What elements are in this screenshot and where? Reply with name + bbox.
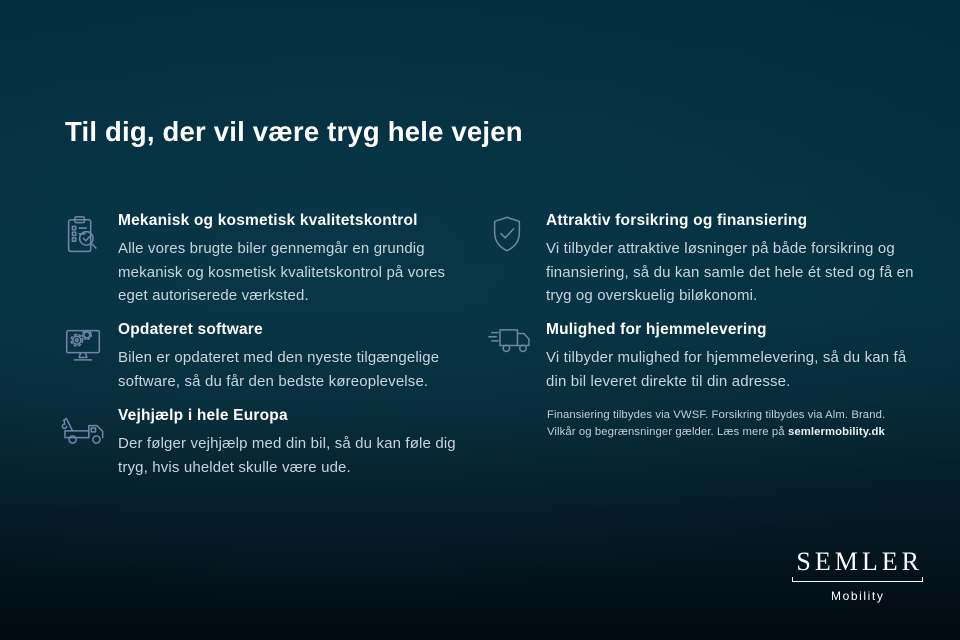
- feature-title: Opdateret software: [118, 321, 263, 338]
- feature-text: [546, 321, 922, 393]
- disclaimer-line1: Finansiering tilbydes via VWSF. Forsikring tilbydes via Alm. Brand.: [547, 409, 886, 421]
- feature-body: Der følger vejhjælp med din bil, så du kan føle dig tryg, hvis uheldet skulle være ude.: [118, 435, 456, 476]
- feature-home-delivery: [488, 321, 922, 407]
- disclaimer-line2: [547, 424, 922, 441]
- clipboard-inspection-icon: [60, 212, 118, 259]
- disclaimer-line2-text: Vilkår og begrænsninger gælder. Læs mere på: [547, 426, 788, 438]
- features-grid: [60, 212, 922, 479]
- feature-body: Alle vores brugte biler gennemgår en grundig mekanisk og kosmetisk kvalitetskontrol på vores eget autoriserede værksted.: [118, 240, 446, 304]
- feature-title: Attraktiv forsikring og finansiering: [546, 212, 808, 229]
- tow-truck-icon: [60, 407, 118, 450]
- feature-body: Vi tilbyder attraktive løsninger på både forsikring og finansiering, så du kan samle det hele ét sted og få en tryg og overskuelig biløkonomi.: [546, 240, 914, 304]
- feature-text: [118, 321, 460, 393]
- feature-title: Mulighed for hjemmelevering: [546, 321, 767, 338]
- page-title: Til dig, der vil være tryg hele vejen: [65, 116, 523, 147]
- feature-body: Bilen er opdateret med den nyeste tilgængelige software, så du får den bedste køreoplevelse.: [118, 349, 440, 390]
- monitor-gears-icon: [60, 321, 118, 368]
- feature-title: Vejhjælp i hele Europa: [118, 407, 288, 424]
- feature-updated-software: [60, 321, 488, 407]
- feature-roadside-assistance: [60, 407, 488, 479]
- shield-check-icon: [488, 212, 546, 255]
- delivery-truck-icon: [488, 321, 546, 358]
- feature-title: Mekanisk og kosmetisk kvalitetskontrol: [118, 212, 418, 229]
- logo-underline: [792, 577, 923, 582]
- feature-text: [546, 212, 922, 308]
- semler-mobility-logo: [792, 549, 923, 603]
- feature-body: Vi tilbyder mulighed for hjemmelevering, så du kan få din bil leveret direkte til din adresse.: [546, 349, 907, 390]
- feature-text: [118, 212, 460, 308]
- semlermobility-link[interactable]: semlermobility.dk: [787, 426, 885, 438]
- feature-insurance-financing: [488, 212, 922, 321]
- disclaimer: [488, 407, 922, 479]
- logo-wordmark: SEMLER: [796, 547, 923, 576]
- feature-text: [118, 407, 460, 479]
- feature-quality-control: [60, 212, 488, 321]
- logo-subtitle: Mobility: [830, 589, 885, 603]
